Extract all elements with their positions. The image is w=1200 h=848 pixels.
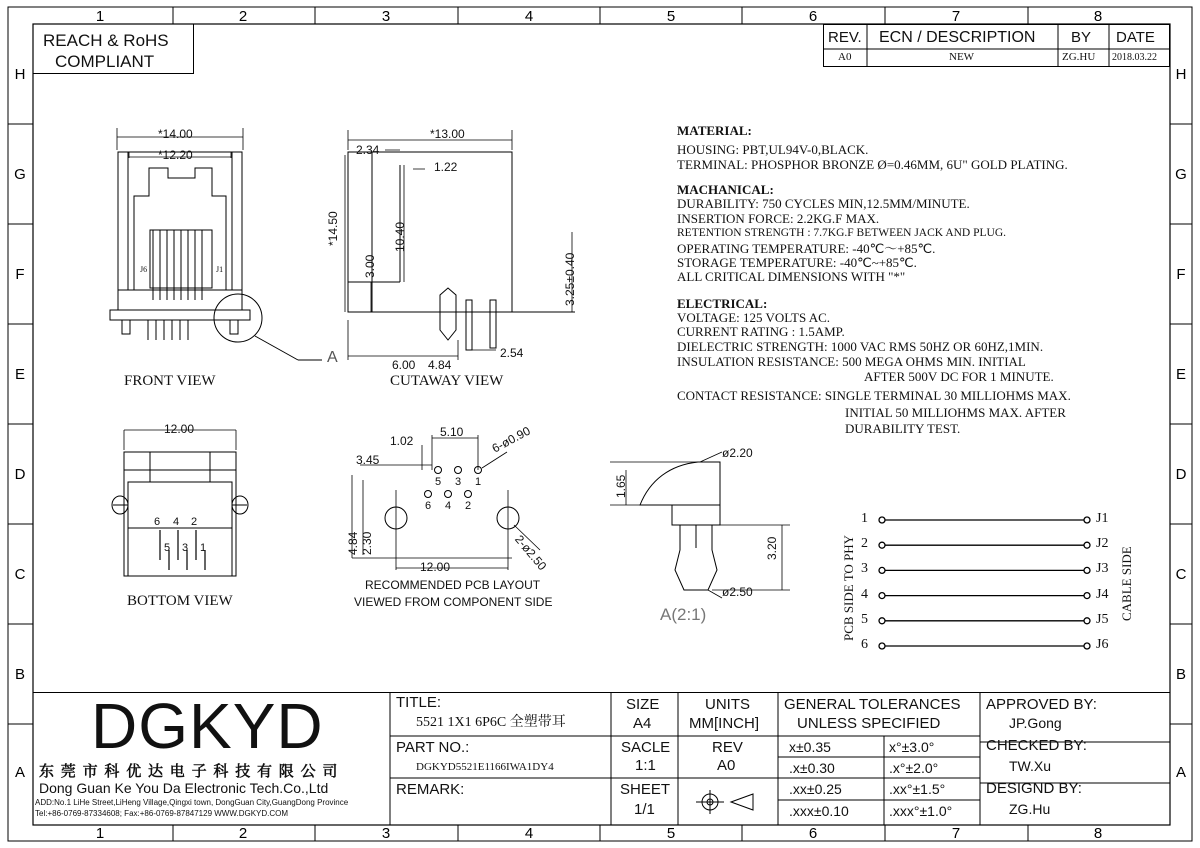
- wire-terminal: [879, 618, 885, 624]
- wire-terminal: [879, 643, 885, 649]
- mech-title: MACHANICAL:: [677, 182, 774, 197]
- dim-cut-w: *13.00: [430, 127, 465, 141]
- dim-pcb-c: 3.45: [356, 453, 380, 467]
- compliance-line2: COMPLIANT: [55, 52, 155, 71]
- pcb-layout-label-2: VIEWED FROM COMPONENT SIDE: [354, 595, 553, 609]
- column-label: 7: [951, 825, 961, 842]
- wire-pin-number: 3: [861, 561, 868, 577]
- company-contact: Tel:+86-0769-87334608; Fax:+86-0769-87847129 WWW.DGKYD.COM: [35, 809, 289, 818]
- row-label: F: [15, 266, 25, 283]
- pcb-pin-3: 3: [455, 476, 462, 488]
- part-label: PART NO.:: [396, 739, 470, 756]
- column-label: 3: [381, 825, 391, 842]
- mech-insertion: INSERTION FORCE: 2.2KG.F MAX.: [677, 211, 880, 226]
- material-terminal: TERMINAL: PHOSPHOR BRONZE Ø=0.46MM, 6U" GOLD PLATING.: [677, 157, 1068, 172]
- row-label: A: [14, 764, 26, 781]
- rev-label: REV: [712, 739, 743, 756]
- rev-row-desc: NEW: [949, 51, 975, 63]
- column-label: 8: [1093, 825, 1103, 842]
- wire-jack-label: J5: [1096, 611, 1109, 627]
- wire-terminal: [1084, 542, 1090, 548]
- mech-storage: STORAGE TEMPERATURE: -40℃~+85℃.: [677, 255, 917, 270]
- wire-terminal: [1084, 618, 1090, 624]
- mech-critical: ALL CRITICAL DIMENSIONS WITH "*": [677, 269, 906, 284]
- dim-det-b: 1.65: [614, 474, 628, 498]
- bottom-view-label: BOTTOM VIEW: [127, 593, 233, 609]
- elec-insulation: INSULATION RESISTANCE: 500 MEGA OHMS MIN. INITIAL: [677, 354, 1026, 369]
- column-label: 1: [95, 825, 105, 842]
- wire-terminal: [1084, 593, 1090, 599]
- tolerance-linear-0: x±0.35: [789, 739, 831, 755]
- company-address: ADD:No.1 LiHe Street,LiHeng Village,Qingxi town, DongGuan City,GuangDong Province: [35, 798, 349, 807]
- pcb-pin-6: 6: [425, 500, 432, 512]
- tolerance-angle-3: .xxx°±1.0°: [889, 803, 953, 819]
- dim-pcb-h: 2-ø2.50: [512, 532, 550, 574]
- column-label: 6: [808, 8, 818, 25]
- rev-header-date: DATE: [1116, 29, 1155, 46]
- wire-pin-number: 6: [861, 637, 868, 652]
- dim-det-d: ø2.50: [722, 585, 753, 599]
- dim-cut-h1: *14.50: [326, 211, 340, 246]
- column-label: 4: [524, 8, 534, 25]
- wire-jack-label: J3: [1096, 561, 1109, 577]
- wiring-right-label: CABLE SIDE: [1119, 546, 1134, 621]
- title-label: TITLE:: [396, 694, 442, 711]
- scale-value: 1:1: [635, 757, 656, 774]
- bottom-pin-4: 4: [173, 516, 180, 528]
- rev-header-by: BY: [1071, 29, 1092, 46]
- row-label: F: [1176, 266, 1186, 283]
- row-label: C: [1175, 566, 1187, 583]
- size-label: SIZE: [626, 696, 660, 713]
- dim-bottom-w: 12.00: [164, 422, 195, 436]
- contact-resistance-2: INITIAL 50 MILLIOHMS MAX. AFTER: [845, 405, 1066, 420]
- column-label: 2: [238, 8, 248, 25]
- wire-jack-label: J4: [1096, 586, 1109, 602]
- mech-retention: RETENTION STRENGTH : 7.7KG.F BETWEEN JACK AND PLUG.: [677, 227, 1007, 239]
- projection-symbol-icon: [691, 788, 771, 818]
- detail-callout: A: [327, 349, 338, 366]
- remark-label: REMARK:: [396, 781, 465, 798]
- elec-voltage: VOLTAGE: 125 VOLTS AC.: [677, 310, 831, 325]
- row-label: E: [14, 366, 26, 383]
- company-name-cn: 东莞市科优达电子科技有限公司: [39, 763, 345, 780]
- wire-jack-label: J1: [1096, 511, 1109, 526]
- tolerance-angle-1: .x°±2.0°: [889, 760, 939, 776]
- dim-cut-x2: 4.84: [428, 358, 452, 372]
- compliance-line1: REACH & RoHS: [43, 31, 169, 50]
- column-label: 5: [666, 825, 676, 842]
- material-title: MATERIAL:: [677, 123, 752, 138]
- spec-block: [677, 123, 1071, 437]
- detail-label: A(2:1): [660, 605, 707, 624]
- dim-front-j6: J6: [140, 265, 148, 274]
- wire-pin-number: 5: [861, 611, 868, 627]
- row-label: H: [1175, 66, 1187, 83]
- mech-operating: OPERATING TEMPERATURE: -40℃～+85℃.: [677, 241, 936, 256]
- dim-pcb-g: 12.00: [420, 560, 451, 574]
- dim-cut-h3: 3.00: [363, 254, 377, 278]
- row-label: G: [1175, 166, 1187, 183]
- row-label: C: [14, 566, 26, 583]
- rev-row-date: 2018.03.22: [1112, 52, 1157, 63]
- sheet-label: SHEET: [620, 781, 671, 798]
- pcb-layout-label-1: RECOMMENDED PCB LAYOUT: [365, 578, 541, 592]
- pcb-pin-1: 1: [475, 476, 482, 488]
- company-logo: DGKYD: [91, 690, 324, 762]
- size-value: A4: [633, 715, 652, 732]
- sheet-value: 1/1: [634, 801, 655, 818]
- mech-durability: DURABILITY: 750 CYCLES MIN,12.5MM/MINUTE.: [677, 196, 970, 211]
- dim-pcb-f: 2.30: [360, 531, 374, 555]
- dim-pcb-d: 6-ø0.90: [489, 423, 533, 456]
- dim-cut-x3: 2.54: [500, 346, 524, 360]
- wire-terminal: [879, 517, 885, 523]
- dim-pcb-a: 1.02: [390, 434, 414, 448]
- checked-label: CHECKED BY:: [986, 737, 1087, 754]
- row-label: A: [1175, 764, 1187, 781]
- dim-front-w1: *14.00: [158, 127, 193, 141]
- tolerance-angle-0: x°±3.0°: [889, 739, 935, 755]
- row-label: D: [1175, 466, 1187, 483]
- pcb-pin-4: 4: [445, 500, 452, 512]
- bottom-pin-2: 2: [191, 516, 198, 528]
- column-label: 3: [381, 8, 391, 25]
- row-label: B: [14, 666, 26, 683]
- row-label: B: [1175, 666, 1187, 683]
- wire-terminal: [879, 567, 885, 573]
- wire-pin-number: 2: [861, 536, 868, 552]
- rev-row-by: ZG.HU: [1062, 51, 1096, 63]
- contact-resistance: CONTACT RESISTANCE: SINGLE TERMINAL 30 MILLIOHMS MAX.: [677, 388, 1071, 403]
- column-label: 7: [951, 8, 961, 25]
- company-name-en: Dong Guan Ke You Da Electronic Tech.Co.,Ltd: [39, 780, 329, 796]
- column-label: 6: [808, 825, 818, 842]
- detail-view: [610, 452, 790, 598]
- elec-current: CURRENT RATING : 1.5AMP.: [677, 324, 845, 339]
- wiring-left-label: PCB SIDE TO PHY: [841, 534, 856, 641]
- title-block: [33, 692, 1170, 825]
- part-value: DGKYD5521E1166IWA1DY4: [416, 761, 554, 773]
- tolerance-linear-1: .x±0.30: [789, 760, 835, 776]
- front-view: [110, 128, 322, 360]
- rev-value: A0: [717, 757, 736, 774]
- wire-terminal: [879, 542, 885, 548]
- column-label: 4: [524, 825, 534, 842]
- pcb-pin-2: 2: [465, 500, 472, 512]
- scale-label: SACLE: [621, 739, 671, 756]
- tolerance-title-2: UNLESS SPECIFIED: [797, 715, 941, 732]
- row-label: E: [1175, 366, 1187, 383]
- column-label: 1: [95, 8, 105, 25]
- tolerance-angle-2: .xx°±1.5°: [889, 781, 946, 797]
- rev-header-rev: REV.: [828, 29, 862, 46]
- wire-jack-label: J6: [1096, 637, 1109, 652]
- dim-det-a: ø2.20: [722, 446, 753, 460]
- dim-pcb-e: 4.84: [346, 531, 360, 555]
- design-value: ZG.Hu: [1009, 801, 1051, 817]
- dim-cut-h2: 10.40: [393, 221, 407, 252]
- wire-terminal: [1084, 517, 1090, 523]
- column-label: 8: [1093, 8, 1103, 25]
- wire-terminal: [1084, 567, 1090, 573]
- column-label: 2: [238, 825, 248, 842]
- bottom-pin-5: 5: [164, 542, 171, 554]
- wiring-diagram: [879, 517, 1090, 649]
- title-value: 5521 1X1 6P6C 全塑带耳: [416, 715, 566, 730]
- tolerance-title-1: GENERAL TOLERANCES: [784, 696, 961, 713]
- approved-value: JP.Gong: [1009, 715, 1062, 731]
- row-label: G: [14, 166, 26, 183]
- elec-title: ELECTRICAL:: [677, 296, 768, 311]
- dim-cut-x1: 6.00: [392, 358, 416, 372]
- wire-pin-number: 1: [861, 511, 868, 526]
- wire-terminal: [1084, 643, 1090, 649]
- dim-front-w2: *12.20: [158, 148, 193, 162]
- dim-det-c: 3.20: [765, 536, 779, 560]
- tolerance-linear-3: .xxx±0.10: [789, 803, 849, 819]
- wire-pin-number: 4: [861, 586, 868, 602]
- wire-jack-label: J2: [1096, 536, 1109, 552]
- rev-row-rev: A0: [838, 51, 852, 63]
- units-label: UNITS: [705, 696, 750, 713]
- dim-cut-a: 2.34: [356, 143, 380, 157]
- row-label: D: [14, 466, 26, 483]
- wire-terminal: [879, 593, 885, 599]
- approved-label: APPROVED BY:: [986, 696, 1097, 713]
- front-view-label: FRONT VIEW: [124, 373, 216, 389]
- row-label: H: [14, 66, 26, 83]
- bottom-pin-3: 3: [182, 542, 189, 554]
- elec-insulation-2: AFTER 500V DC FOR 1 MINUTE.: [864, 369, 1054, 384]
- units-value: MM[INCH]: [689, 715, 759, 732]
- material-housing: HOUSING: PBT,UL94V-0,BLACK.: [677, 142, 869, 157]
- dim-pcb-b: 5.10: [440, 425, 464, 439]
- dim-front-j1: J1: [216, 265, 224, 274]
- design-label: DESIGND BY:: [986, 780, 1082, 797]
- bottom-view: [112, 430, 248, 576]
- elec-dielectric: DIELECTRIC STRENGTH: 1000 VAC RMS 50HZ OR 60HZ,1MIN.: [677, 339, 1044, 354]
- tolerance-linear-2: .xx±0.25: [789, 781, 842, 797]
- column-label: 5: [666, 8, 676, 25]
- bottom-pin-6: 6: [154, 516, 161, 528]
- checked-value: TW.Xu: [1009, 758, 1052, 774]
- cutaway-view: [345, 127, 575, 360]
- dim-cut-h4: 3.25±0.40: [563, 252, 577, 306]
- pcb-pin-5: 5: [435, 476, 442, 488]
- dim-cut-b: 1.22: [434, 160, 458, 174]
- cutaway-view-label: CUTAWAY VIEW: [390, 373, 504, 389]
- contact-resistance-3: DURABILITY TEST.: [845, 421, 961, 436]
- rev-header-ecn: ECN / DESCRIPTION: [879, 29, 1036, 46]
- bottom-pin-1: 1: [200, 542, 207, 554]
